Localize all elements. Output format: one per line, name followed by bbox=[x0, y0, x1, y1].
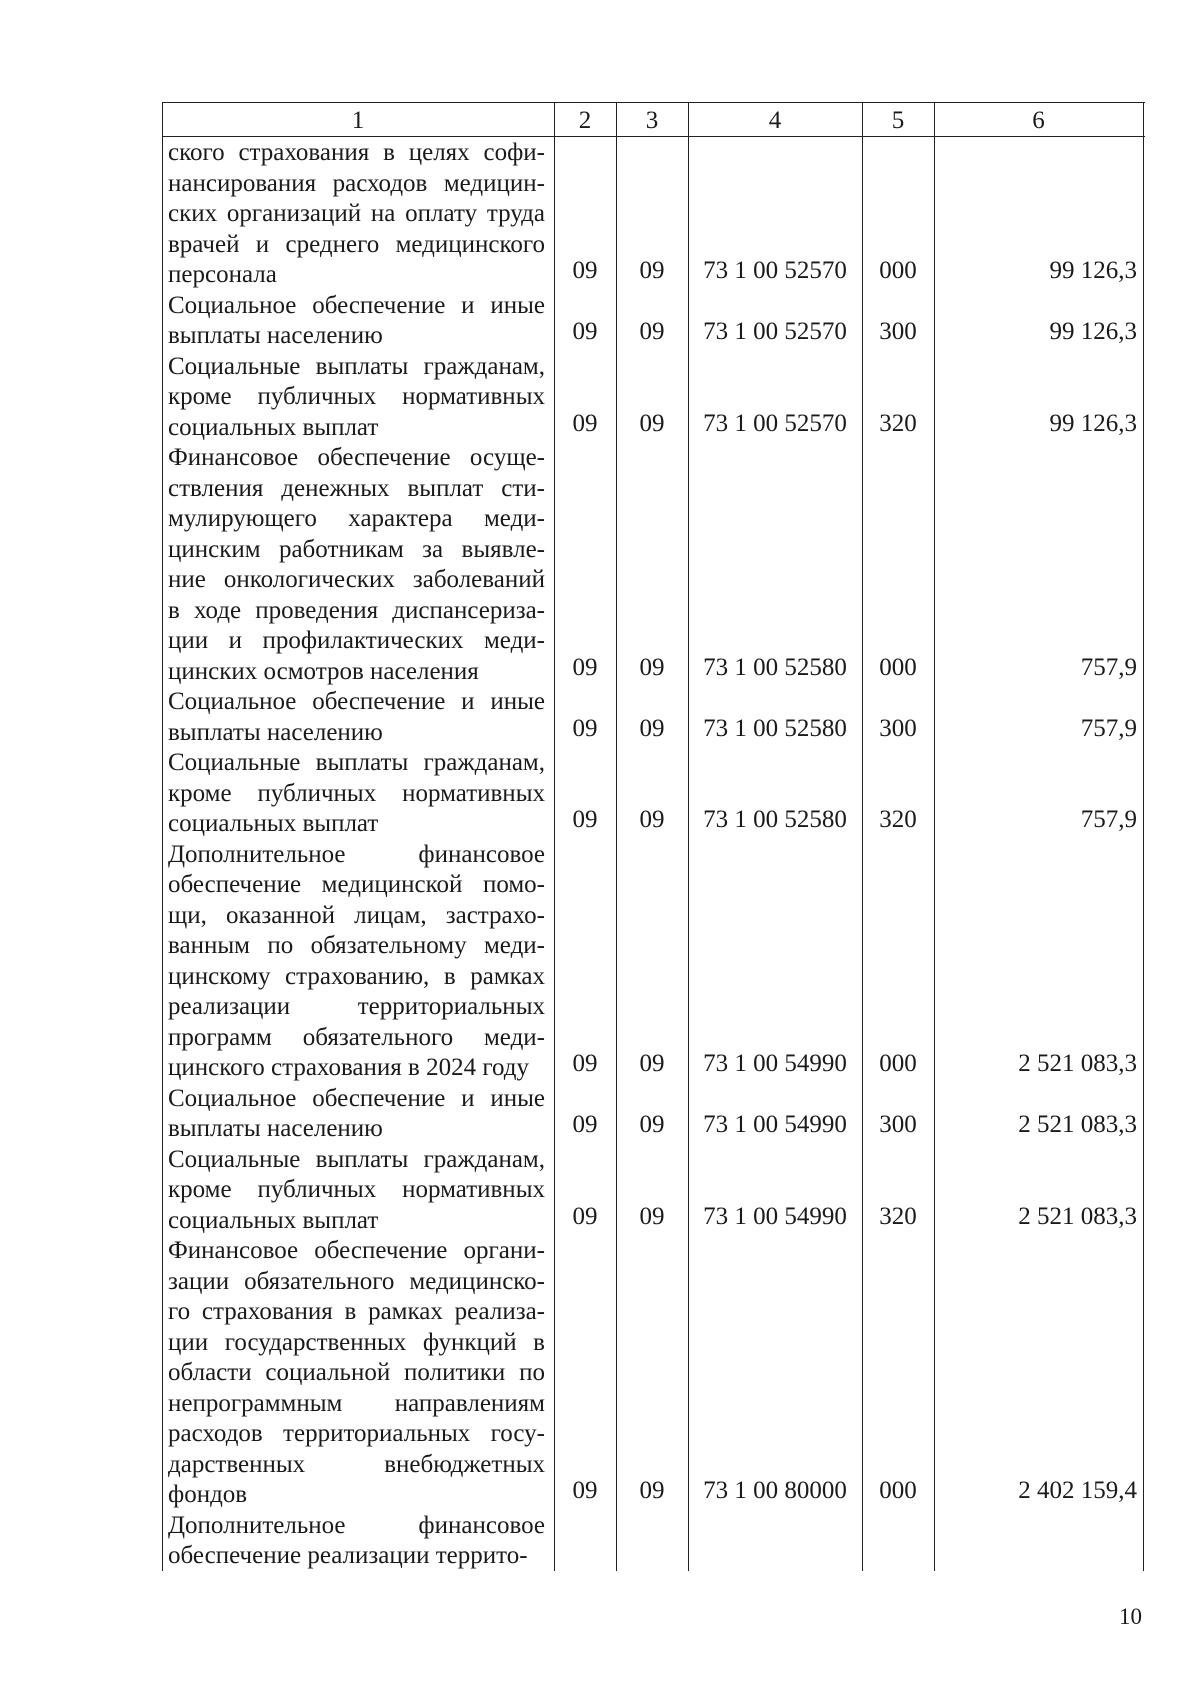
description-line: щи, оказанной лицам, застрахо- bbox=[168, 901, 545, 929]
row-description bbox=[168, 138, 545, 291]
description-line: выплаты населению bbox=[168, 718, 383, 746]
description-line: области социальной политики по bbox=[168, 1359, 545, 1386]
cell-c3: 09 bbox=[639, 257, 665, 284]
cell-c3: 09 bbox=[639, 1111, 665, 1138]
cell-c2: 09 bbox=[572, 1050, 598, 1077]
cell-c4: 73 1 00 80000 bbox=[703, 1477, 847, 1504]
description-line: зации обязательного медицинско- bbox=[168, 1267, 545, 1295]
description-line: выплаты населению bbox=[168, 322, 383, 349]
cell-c5: 320 bbox=[879, 806, 917, 833]
column-header-5: 5 bbox=[891, 107, 905, 134]
cell-c5: 000 bbox=[879, 653, 917, 681]
description-line: Дополнительное финансовое bbox=[168, 1511, 545, 1539]
cell-c6: 99 126,3 bbox=[1049, 409, 1137, 437]
cell-c2: 09 bbox=[572, 257, 598, 284]
cell-c3: 09 bbox=[639, 1202, 665, 1230]
description-line: Социальное обеспечение и иные bbox=[168, 1084, 545, 1112]
column-header-2: 2 bbox=[578, 107, 592, 134]
description-line: фондов bbox=[168, 1481, 248, 1508]
description-line: дарственных внебюджетных bbox=[168, 1450, 545, 1478]
cell-c4: 73 1 00 52570 bbox=[703, 257, 847, 284]
cell-c2: 09 bbox=[572, 1477, 598, 1504]
description-line: кроме публичных нормативных bbox=[168, 1176, 545, 1203]
cell-c2: 09 bbox=[572, 409, 598, 437]
cell-c3: 09 bbox=[639, 409, 665, 437]
description-line: ние онкологических заболеваний bbox=[168, 566, 545, 593]
description-line: Социальное обеспечение и иные bbox=[168, 688, 545, 715]
description-line: Дополнительное финансовое bbox=[168, 840, 545, 868]
description-line: цинских осмотров населения bbox=[168, 657, 479, 685]
description-line: цинскому страхованию, в рамках bbox=[168, 962, 545, 990]
cell-c4: 73 1 00 52580 bbox=[703, 806, 847, 833]
description-line: обеспечение медицинской помо- bbox=[168, 871, 545, 898]
row-description bbox=[168, 840, 545, 1084]
row-description bbox=[168, 443, 545, 687]
column-header-3: 3 bbox=[645, 107, 659, 134]
description-line: ванным по обязательному меди- bbox=[168, 932, 545, 959]
description-line: непрограммным направлениям bbox=[168, 1389, 545, 1417]
budget-table bbox=[162, 102, 1145, 1571]
cell-c6: 2 521 083,3 bbox=[1018, 1050, 1137, 1077]
description-line: Социальные выплаты гражданам, bbox=[168, 352, 545, 380]
column-header-6: 6 bbox=[1032, 107, 1045, 134]
cell-c2: 09 bbox=[572, 653, 598, 681]
page-number: 10 bbox=[1119, 1604, 1142, 1629]
description-line: социальных выплат bbox=[168, 1206, 379, 1234]
column-header-4: 4 bbox=[768, 107, 782, 134]
column-border bbox=[162, 102, 163, 1571]
cell-c2: 09 bbox=[572, 1111, 598, 1138]
description-line: выплаты населению bbox=[168, 1115, 383, 1142]
cell-c3: 09 bbox=[639, 318, 665, 345]
cell-c5: 300 bbox=[879, 714, 917, 742]
cell-c6: 99 126,3 bbox=[1049, 318, 1137, 345]
description-line: Социальное обеспечение и иные bbox=[168, 291, 545, 319]
description-line: мулирующего характера меди- bbox=[168, 505, 545, 532]
cell-c4: 73 1 00 54990 bbox=[703, 1050, 847, 1077]
row-description bbox=[168, 1084, 545, 1145]
cell-c3: 09 bbox=[639, 653, 665, 681]
description-line: Финансовое обеспечение осуще- bbox=[168, 444, 545, 471]
cell-c2: 09 bbox=[572, 1202, 598, 1230]
description-line: Финансовое обеспечение органи- bbox=[168, 1237, 545, 1264]
cell-c5: 000 bbox=[879, 257, 917, 284]
description-line: ского страхования в целях софи- bbox=[168, 139, 545, 166]
cell-c3: 09 bbox=[639, 806, 665, 833]
cell-c4: 73 1 00 52570 bbox=[703, 318, 847, 345]
description-line: Социальные выплаты гражданам, bbox=[168, 1145, 545, 1173]
description-line: нансирования расходов медицин- bbox=[168, 169, 545, 197]
cell-c4: 73 1 00 52580 bbox=[703, 653, 847, 681]
cell-c5: 300 bbox=[879, 318, 917, 345]
description-line: социальных выплат bbox=[168, 413, 379, 441]
cell-c2: 09 bbox=[572, 318, 598, 345]
cell-c3: 09 bbox=[639, 1050, 665, 1077]
description-line: цинским работникам за выявле- bbox=[168, 535, 545, 563]
row-description bbox=[168, 1236, 545, 1511]
description-line: в ходе проведения диспансериза- bbox=[168, 596, 545, 624]
cell-c3: 09 bbox=[639, 714, 665, 742]
cell-c6: 2 521 083,3 bbox=[1018, 1111, 1137, 1138]
cell-c6: 757,9 bbox=[1080, 714, 1137, 742]
description-line: го страхования в рамках реализа- bbox=[168, 1298, 545, 1325]
cell-c3: 09 bbox=[639, 1477, 665, 1504]
row-description bbox=[168, 1511, 545, 1572]
column-border bbox=[1143, 102, 1144, 1571]
description-line: кроме публичных нормативных bbox=[168, 779, 545, 807]
description-line: кроме публичных нормативных bbox=[168, 383, 545, 410]
description-line: Социальные выплаты гражданам, bbox=[168, 749, 545, 776]
description-line: ских организаций на оплату труда bbox=[168, 200, 545, 227]
cell-c6: 757,9 bbox=[1080, 653, 1137, 681]
cell-c6: 757,9 bbox=[1080, 806, 1137, 833]
row-description bbox=[168, 748, 545, 840]
description-line: программ обязательного меди- bbox=[168, 1023, 545, 1051]
cell-c5: 000 bbox=[879, 1477, 917, 1504]
description-line: ции государственных функций в bbox=[168, 1328, 545, 1356]
description-line: персонала bbox=[168, 261, 277, 288]
cell-c5: 300 bbox=[879, 1111, 917, 1138]
cell-c5: 320 bbox=[879, 409, 917, 437]
cell-c2: 09 bbox=[572, 806, 598, 833]
cell-c4: 73 1 00 52580 bbox=[703, 714, 847, 742]
cell-c6: 2 521 083,3 bbox=[1018, 1202, 1137, 1230]
cell-c5: 000 bbox=[879, 1050, 917, 1077]
description-line: обеспечение реализации террито- bbox=[168, 1542, 528, 1569]
row-description bbox=[168, 687, 545, 748]
description-line: врачей и среднего медицинского bbox=[168, 230, 545, 258]
cell-c5: 320 bbox=[879, 1202, 917, 1230]
description-line: расходов территориальных госу- bbox=[168, 1420, 545, 1447]
row-description bbox=[168, 291, 545, 352]
description-line: цинского страхования в 2024 году bbox=[168, 1054, 529, 1081]
header-bottom-border bbox=[162, 136, 1145, 137]
cell-c2: 09 bbox=[572, 714, 598, 742]
cell-c4: 73 1 00 52570 bbox=[703, 409, 847, 437]
cell-c6: 99 126,3 bbox=[1049, 257, 1137, 284]
cell-c6: 2 402 159,4 bbox=[1018, 1477, 1137, 1504]
cell-c4: 73 1 00 54990 bbox=[703, 1111, 847, 1138]
column-header-1: 1 bbox=[351, 107, 365, 134]
row-description bbox=[168, 1145, 545, 1237]
description-line: ции и профилактических меди- bbox=[168, 627, 545, 654]
cell-c4: 73 1 00 54990 bbox=[703, 1202, 847, 1230]
description-line: ствления денежных выплат сти- bbox=[168, 474, 545, 502]
description-line: социальных выплат bbox=[168, 810, 379, 837]
description-line: реализации территориальных bbox=[168, 993, 545, 1020]
row-description bbox=[168, 352, 545, 444]
